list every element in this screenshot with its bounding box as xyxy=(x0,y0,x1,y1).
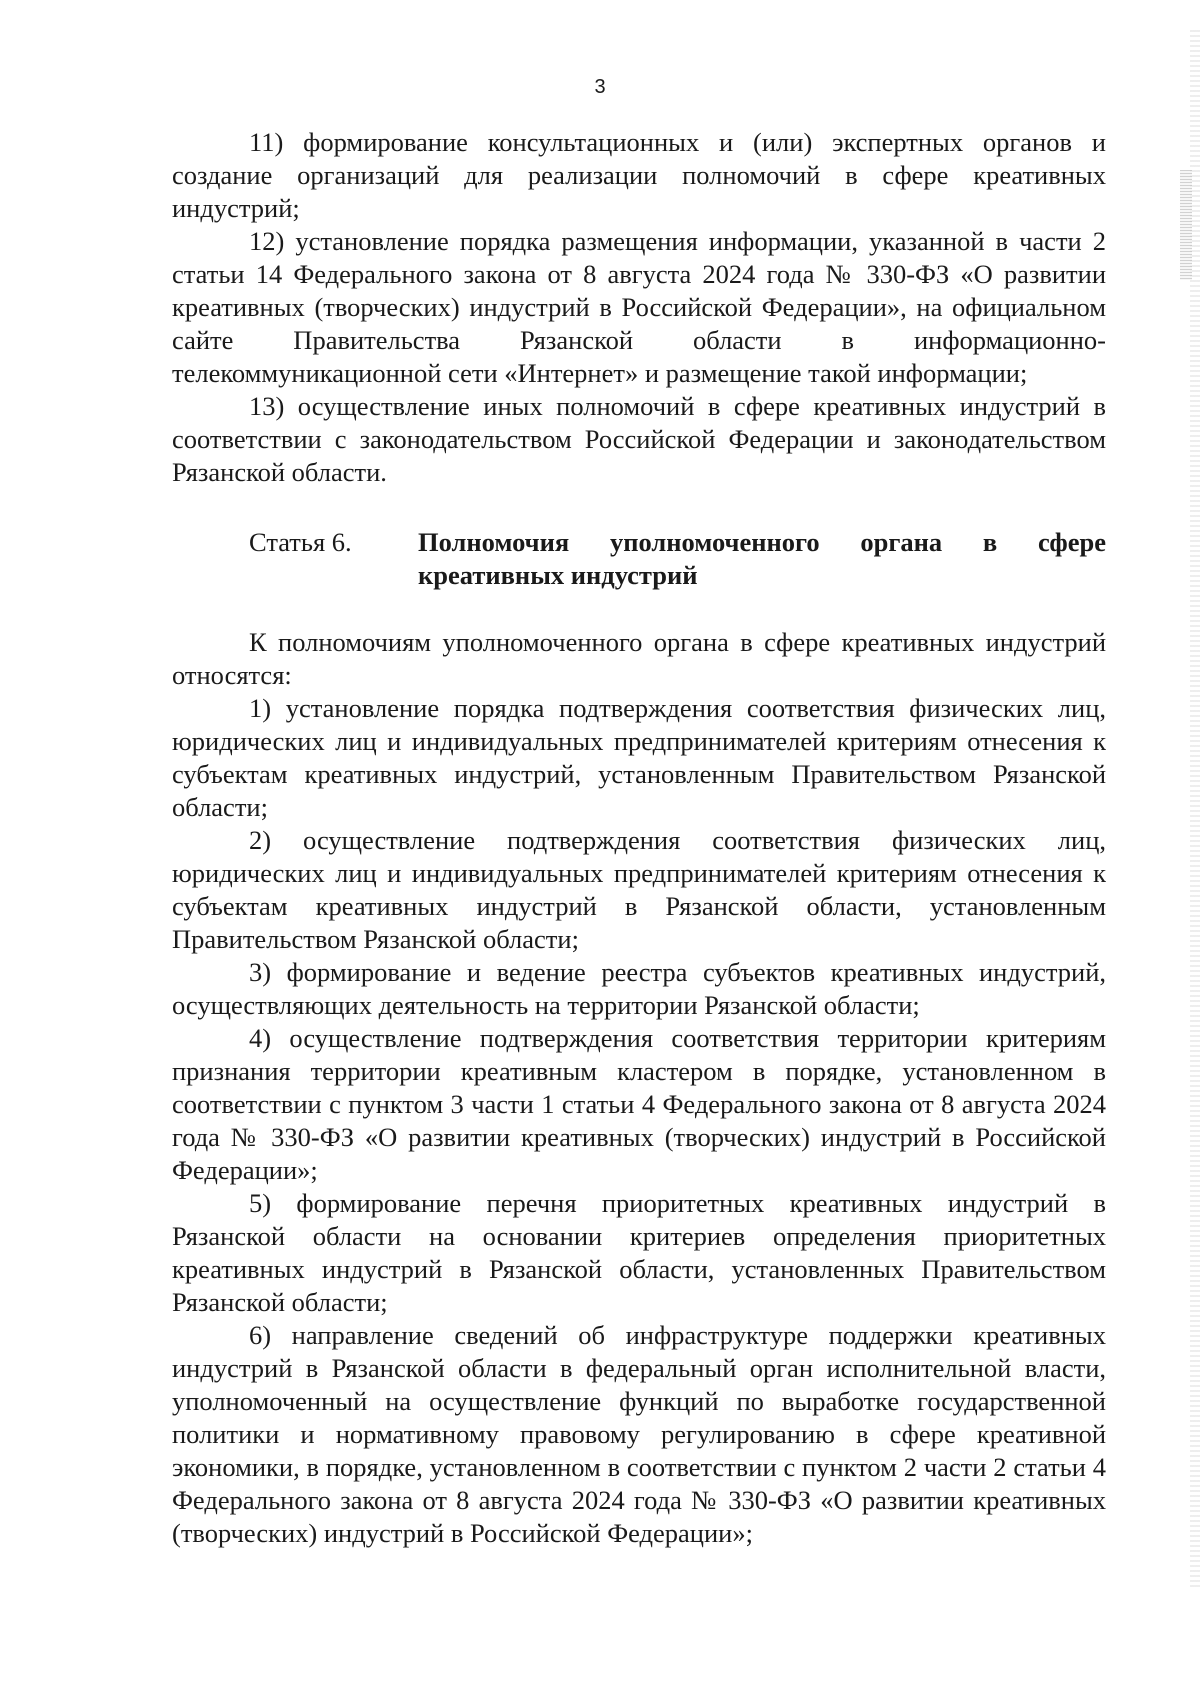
article-label: Статья 6. xyxy=(249,527,352,557)
article-item-2: 2) осуществление подтверждения соответствия физических лиц, юридических лиц и индивидуальных предпринимателей критериям отнесения к субъектам креативных индустрий в Рязанской области, установленным Правительством Рязанской области; xyxy=(172,825,1106,954)
article-heading xyxy=(249,526,1106,592)
article-intro: К полномочиям уполномоченного органа в сфере креативных индустрий относятся: xyxy=(172,627,1106,690)
article-item-4: 4) осуществление подтверждения соответствия территории критериям признания территории креативным кластером в порядке, установленном в соответствии с пунктом 3 части 1 статьи 4 Федерального закона от 8 августа 2024 года № 330-ФЗ «О развитии креативных (творческих) индустрий в Российской Федерации»; xyxy=(172,1023,1106,1185)
document-body xyxy=(172,126,1106,1550)
page-number: 3 xyxy=(594,76,606,98)
list-item-13: 13) осуществление иных полномочий в сфере креативных индустрий в соответствии с законодательством Российской Федерации и законодательством Рязанской области. xyxy=(172,391,1106,487)
article-title: Полномочия уполномоченного органа в сфере креативных индустрий xyxy=(418,527,1106,590)
scan-margin-mark xyxy=(1180,170,1192,280)
list-item-11: 11) формирование консультационных и (или) экспертных органов и создание организаций для реализации полномочий в сфере креативных индустрий; xyxy=(172,127,1106,223)
list-item-12: 12) установление порядка размещения информации, указанной в части 2 статьи 14 Федерального закона от 8 августа 2024 года № 330-ФЗ «О развитии креативных (творческих) индустрий в Российской Федерации», на официальном сайте Правительства Рязанской области в информационно-телекоммуникационной сети «Интернет» и размещение такой информации; xyxy=(172,226,1106,388)
article-item-5: 5) формирование перечня приоритетных креативных индустрий в Рязанской области на основании критериев определения приоритетных креативных индустрий в Рязанской области, установленных Правительством Рязанской области; xyxy=(172,1188,1106,1317)
article-item-3: 3) формирование и ведение реестра субъектов креативных индустрий, осуществляющих деятельность на территории Рязанской области; xyxy=(172,957,1106,1020)
article-item-6: 6) направление сведений об инфраструктуре поддержки креативных индустрий в Рязанской области в федеральный орган исполнительной власти, уполномоченный на осуществление функций по выработке государственной политики и нормативному правовому регулированию в сфере креативной экономики, в порядке, установленном в соответствии с пунктом 2 части 2 статьи 4 Федерального закона от 8 августа 2024 года № 330-ФЗ «О развитии креативных (творческих) индустрий в Российской Федерации»; xyxy=(172,1320,1106,1548)
article-item-1: 1) установление порядка подтверждения соответствия физических лиц, юридических лиц и индивидуальных предпринимателей критериям отнесения к субъектам креативных индустрий, установленным Правительством Рязанской области; xyxy=(172,693,1106,822)
